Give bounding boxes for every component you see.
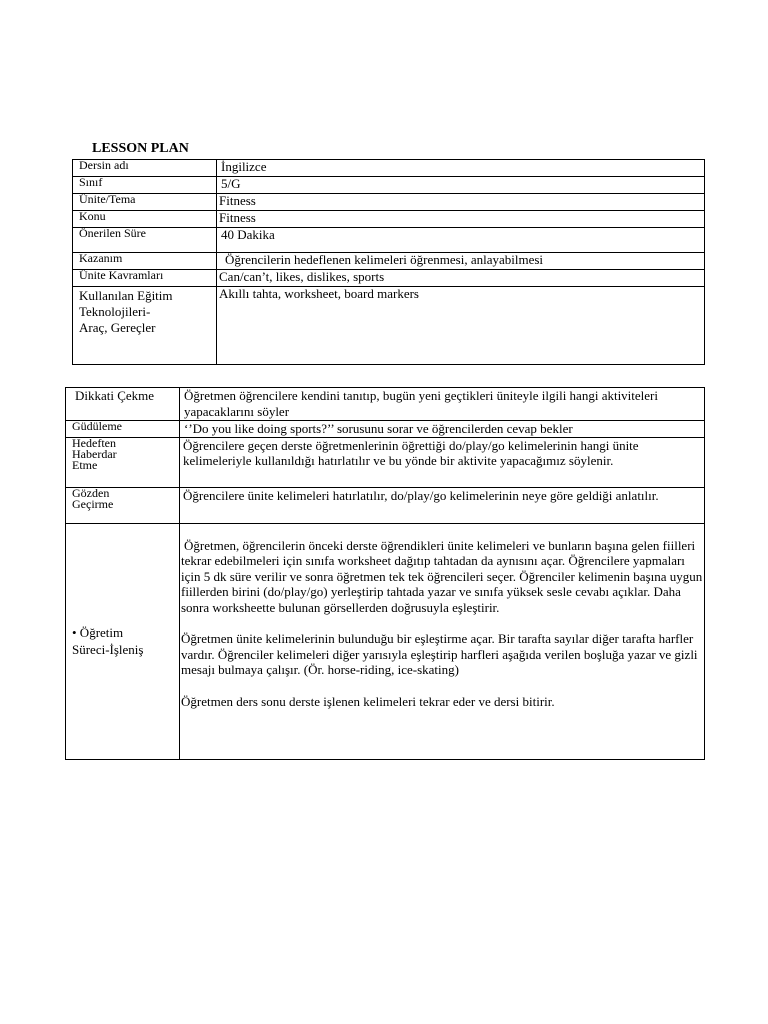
table-row — [73, 211, 705, 228]
row-label: Dikkati Çekme — [66, 388, 180, 421]
table-row — [66, 523, 705, 759]
row-value: Öğrencilere geçen derste öğretmenlerinin öğrettiği do/play/go kelimelerinin hangi ünite kelimeleriyle kullanıldığı hatırlatılır ve bu yönde bir aktivite yapacağımız söylenir. — [180, 437, 705, 487]
row-label: Kullanılan Eğitim Teknolojileri-Araç, Gereçler — [73, 287, 217, 365]
lesson-process-table — [65, 387, 705, 760]
paragraph: Öğretmen ünite kelimelerinin bulunduğu bir eşleştirme açar. Bir tarafta sayılar diğer tarafta harfler vardır. Öğrenciler kelimeleri diğer yarısıyla eşleştirip harfleri aşağıda verilen boşluğa yazar ve gizli mesajı bulmaya çalışır. (Ör. horse-riding, ice-skating) — [181, 631, 698, 677]
row-label: Dersin adı — [73, 160, 217, 177]
row-value: İngilizce — [217, 160, 705, 177]
paragraph: Öğretmen ders sonu derste işlenen kelimeleri tekrar eder ve dersi bitirir. — [181, 693, 555, 709]
row-label: Ünite Kavramları — [73, 270, 217, 287]
row-label: • Öğretim Süreci-İşleniş — [66, 523, 180, 759]
row-value: 40 Dakika — [217, 228, 705, 253]
table-row — [73, 194, 705, 211]
table-row — [66, 421, 705, 438]
row-value: Akıllı tahta, worksheet, board markers — [217, 287, 705, 365]
row-label: Gözden Geçirme — [66, 487, 180, 523]
row-value: Öğretmen öğrencilere kendini tanıtıp, bugün yeni geçtikleri üniteyle ilgili hangi aktiviteleri yapacaklarını söyler — [180, 388, 705, 421]
row-value: Öğrencilere ünite kelimeleri hatırlatılır, do/play/go kelimelerinin neye göre geldiği anlatılır. — [180, 487, 705, 523]
teaching-content — [180, 523, 705, 759]
row-label: Hedeften Haberdar Etme — [66, 437, 180, 487]
row-label: Konu — [73, 211, 217, 228]
row-value: Can/can’t, likes, dislikes, sports — [217, 270, 705, 287]
row-value: Fitness — [217, 194, 705, 211]
row-label: Güdüleme — [66, 421, 180, 438]
row-label: Ünite/Tema — [73, 194, 217, 211]
row-label: Kazanım — [73, 253, 217, 270]
table-row — [66, 437, 705, 487]
table-row — [73, 270, 705, 287]
page-title: LESSON PLAN — [92, 141, 189, 156]
row-label: Önerilen Süre — [73, 228, 217, 253]
table-row — [66, 487, 705, 523]
row-label: Sınıf — [73, 177, 217, 194]
table-row — [73, 287, 705, 365]
row-value: 5/G — [217, 177, 705, 194]
table-row — [73, 253, 705, 270]
row-value: ‘’Do you like doing sports?’’ sorusunu sorar ve öğrencilerden cevap bekler — [180, 421, 705, 438]
table-row — [73, 228, 705, 253]
table-row — [73, 160, 705, 177]
table-row — [66, 388, 705, 421]
paragraph: Öğretmen, öğrencilerin önceki derste öğrendikleri ünite kelimeleri ve bunların başına gelen fiilleri tekrar edebilmeleri için sınıfa worksheet dağıtıp tahtadan da aynısını açar. Öğrencilere yapmaları için 5 dk süre verilir ve sonra öğretmen tek tek öğrencileri seçer. Öğrenciler kelimenin başına uygun fiillerden birini (do/play/go) yerleştirip tahtada yazar ve sınıfa yüksek sesle cevabı açıklar. Daha sonra worksheette bulunan görsellerden doğrusuyla eşleştirir. — [181, 537, 703, 615]
row-value: Fitness — [217, 211, 705, 228]
row-value: Öğrencilerin hedeflenen kelimeleri öğrenmesi, anlayabilmesi — [217, 253, 705, 270]
lesson-info-table — [72, 159, 705, 365]
table-row — [73, 177, 705, 194]
